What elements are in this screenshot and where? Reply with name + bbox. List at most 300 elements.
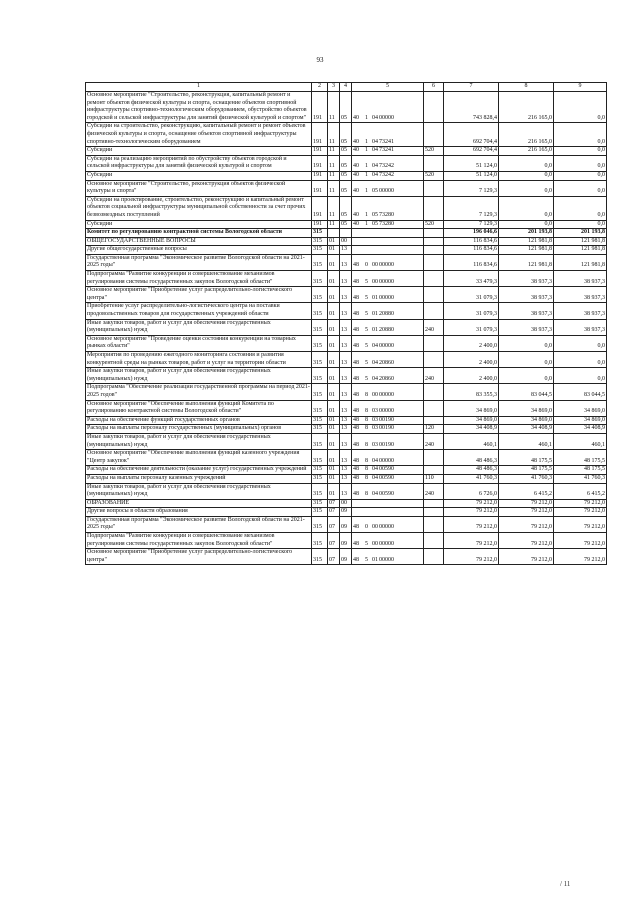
target-article-part: 5 [365, 311, 368, 318]
amount-2023-cell: 48 175,5 [554, 450, 607, 466]
table-row [86, 92, 607, 123]
row-name-cell: Расходы на обеспечение деятельности (оказание услуг) государственных учреждений [86, 466, 312, 475]
amount-2023-cell: 0,0 [554, 171, 607, 180]
target-article-part: 8 [365, 466, 368, 473]
expense-type-cell [424, 254, 444, 270]
amount-2022-cell: 6 415,2 [499, 483, 554, 499]
column-header: 3 [328, 83, 340, 92]
amount-2022-cell: 460,1 [499, 433, 554, 449]
amount-2022-cell: 48 175,5 [499, 466, 554, 475]
target-article-part: 5 [365, 278, 368, 285]
admin-code-cell: 315 [312, 474, 328, 483]
subsection-cell [340, 229, 352, 238]
target-article-cell [352, 229, 424, 238]
subsection-cell: 05 [340, 92, 352, 123]
amount-2021-cell: 7 129,3 [444, 196, 499, 220]
target-article-part: 00190 [379, 425, 394, 432]
target-article-part: 48 [353, 408, 359, 415]
amount-2023-cell: 38 937,3 [554, 271, 607, 287]
section-cell: 01 [328, 483, 340, 499]
target-article-part: 04 [372, 343, 378, 350]
amount-2023-cell: 0,0 [554, 180, 607, 196]
target-article-part: 01 [372, 327, 378, 334]
target-article-part: 04 [372, 359, 378, 366]
amount-2023-cell: 6 415,2 [554, 483, 607, 499]
section-cell: 07 [328, 549, 340, 565]
amount-2022-cell: 216 165,0 [499, 147, 554, 156]
target-article-part: 00000 [379, 408, 394, 415]
target-article-part: 48 [353, 375, 359, 382]
expense-type-cell [424, 237, 444, 246]
target-article-part: 00000 [379, 294, 394, 301]
row-name-cell: Иные закупки товаров, работ и услуг для обеспечения государственных (муниципальных) нужд [86, 433, 312, 449]
amount-2021-cell: 33 479,3 [444, 271, 499, 287]
amount-2023-cell: 79 212,0 [554, 533, 607, 549]
table-row [86, 287, 607, 303]
target-article-part: 04 [372, 466, 378, 473]
row-name-cell: Государственная программа "Экономическое развитие Вологодской области на 2021-2025 годы" [86, 254, 312, 270]
target-article-part: 1 [365, 163, 368, 170]
target-article-part: 73242 [379, 163, 394, 170]
table-row [86, 508, 607, 517]
subsection-cell: 13 [340, 450, 352, 466]
expense-type-cell [424, 533, 444, 549]
expense-type-cell [424, 499, 444, 508]
section-cell: 01 [328, 237, 340, 246]
table-row [86, 368, 607, 384]
table-row [86, 237, 607, 246]
amount-2022-cell: 79 212,0 [499, 533, 554, 549]
target-article-part: 73280 [379, 211, 394, 218]
amount-2021-cell: 79 212,0 [444, 533, 499, 549]
section-cell: 11 [328, 171, 340, 180]
expense-type-cell [424, 246, 444, 255]
admin-code-cell: 191 [312, 92, 328, 123]
amount-2023-cell: 121 981,8 [554, 254, 607, 270]
target-article-part: 00000 [379, 540, 394, 547]
target-article-part: 04 [372, 114, 378, 121]
amount-2021-cell: 7 129,3 [444, 180, 499, 196]
section-cell: 07 [328, 533, 340, 549]
target-article-part: 04 [372, 474, 378, 481]
subsection-cell: 13 [340, 416, 352, 425]
expense-type-cell [424, 92, 444, 123]
column-header: 8 [499, 83, 554, 92]
table-row [86, 466, 607, 475]
admin-code-cell: 315 [312, 335, 328, 351]
target-article-cell [352, 483, 424, 499]
amount-2023-cell: 0,0 [554, 220, 607, 229]
subsection-cell: 09 [340, 549, 352, 565]
table-row [86, 416, 607, 425]
row-name-cell: Иные закупки товаров, работ и услуг для обеспечения государственных (муниципальных) нужд [86, 483, 312, 499]
admin-code-cell: 315 [312, 466, 328, 475]
row-name-cell: Приобретение услуг распределительно-логистического центра на поставки продовольственных товаров для государственных учреждений области [86, 303, 312, 319]
expense-type-cell: 240 [424, 483, 444, 499]
amount-2022-cell: 216 165,0 [499, 92, 554, 123]
table-row [86, 433, 607, 449]
target-article-part: 8 [365, 391, 368, 398]
section-cell: 01 [328, 271, 340, 287]
table-row [86, 303, 607, 319]
section-cell: 11 [328, 180, 340, 196]
subsection-cell: 13 [340, 368, 352, 384]
row-name-cell: Основное мероприятие "Строительство, реконструкция, капитальный ремонт и ремонт объектов физической культуры и спорта, оснащение объектов спортивной инфраструктуры спортивно-технологическим оборудованием, обустройство объектов городской и сельской инфраструктуры для занятий физической культурой и спортом" [86, 92, 312, 123]
section-cell: 11 [328, 123, 340, 147]
expense-type-cell [424, 352, 444, 368]
subsection-cell: 09 [340, 516, 352, 532]
admin-code-cell: 315 [312, 287, 328, 303]
expense-type-cell: 240 [424, 319, 444, 335]
table-row [86, 155, 607, 171]
expense-type-cell [424, 196, 444, 220]
expense-type-cell [424, 180, 444, 196]
row-name-cell: Субсидии на строительство, реконструкцию, капитальный ремонт и ремонт объектов физической культуры и спорта, оснащение объектов спортивной инфраструктуры спортивно-технологическим оборудованием [86, 123, 312, 147]
row-name-cell: Субсидии [86, 171, 312, 180]
amount-2021-cell: 116 834,6 [444, 254, 499, 270]
amount-2022-cell: 121 981,8 [499, 254, 554, 270]
section-cell: 01 [328, 466, 340, 475]
amount-2021-cell: 31 079,3 [444, 319, 499, 335]
row-name-cell: Расходы на выплаты персоналу казенных учреждений [86, 474, 312, 483]
table-row [86, 196, 607, 220]
admin-code-cell: 315 [312, 352, 328, 368]
target-article-part: 8 [365, 441, 368, 448]
row-name-cell: ОБРАЗОВАНИЕ [86, 499, 312, 508]
section-cell: 01 [328, 352, 340, 368]
section-cell: 01 [328, 335, 340, 351]
target-article-part: 01 [372, 311, 378, 318]
target-article-part: 5 [365, 294, 368, 301]
target-article-cell [352, 368, 424, 384]
amount-2021-cell: 51 124,0 [444, 171, 499, 180]
amount-2023-cell: 0,0 [554, 155, 607, 171]
target-article-part: 00000 [379, 524, 394, 531]
subsection-cell: 13 [340, 319, 352, 335]
amount-2022-cell: 79 212,0 [499, 508, 554, 517]
amount-2021-cell: 48 486,3 [444, 466, 499, 475]
expense-type-cell: 520 [424, 171, 444, 180]
amount-2022-cell: 38 937,3 [499, 287, 554, 303]
admin-code-cell: 315 [312, 271, 328, 287]
target-article-part: 04 [372, 147, 378, 154]
target-article-part: 5 [365, 375, 368, 382]
admin-code-cell: 315 [312, 254, 328, 270]
target-article-part: 00000 [379, 278, 394, 285]
table-row [86, 549, 607, 565]
target-article-part: 05 [372, 188, 378, 195]
admin-code-cell: 315 [312, 508, 328, 517]
section-cell: 01 [328, 254, 340, 270]
section-cell: 11 [328, 220, 340, 229]
target-article-part: 48 [353, 262, 359, 269]
row-name-cell: Основное мероприятие "Обеспечение выполнения функций казенного учреждения "Центр закупок" [86, 450, 312, 466]
amount-2021-cell: 116 834,6 [444, 246, 499, 255]
table-row [86, 474, 607, 483]
admin-code-cell: 191 [312, 180, 328, 196]
amount-2021-cell: 79 212,0 [444, 549, 499, 565]
table-row [86, 220, 607, 229]
admin-code-cell: 315 [312, 416, 328, 425]
table-row [86, 229, 607, 238]
target-article-part: 00000 [379, 262, 394, 269]
amount-2021-cell: 34 869,0 [444, 416, 499, 425]
row-name-cell: Государственная программа "Экономическое развитие Вологодской области на 2021-2025 годы" [86, 516, 312, 532]
amount-2022-cell: 79 212,0 [499, 549, 554, 565]
section-cell: 01 [328, 450, 340, 466]
amount-2022-cell: 79 212,0 [499, 499, 554, 508]
amount-2022-cell: 34 869,0 [499, 400, 554, 416]
target-article-cell [352, 303, 424, 319]
target-article-part: 73241 [379, 147, 394, 154]
target-article-cell [352, 425, 424, 434]
column-header: 6 [424, 83, 444, 92]
admin-code-cell: 315 [312, 303, 328, 319]
expense-type-cell [424, 450, 444, 466]
section-cell: 11 [328, 196, 340, 220]
target-article-part: 1 [365, 188, 368, 195]
target-article-part: 48 [353, 391, 359, 398]
subsection-cell: 00 [340, 499, 352, 508]
section-cell: 01 [328, 246, 340, 255]
amount-2021-cell: 48 486,3 [444, 450, 499, 466]
row-name-cell: Расходы на выплаты персоналу государственных (муниципальных) органов [86, 425, 312, 434]
row-name-cell: Иные закупки товаров, работ и услуг для обеспечения государственных (муниципальных) нужд [86, 368, 312, 384]
admin-code-cell: 315 [312, 368, 328, 384]
row-name-cell: Подпрограмма "Обеспечение реализации государственной программы на период 2021-2025 годов" [86, 384, 312, 400]
subsection-cell: 13 [340, 384, 352, 400]
target-article-part: 5 [365, 540, 368, 547]
amount-2023-cell: 38 937,3 [554, 303, 607, 319]
target-article-part: 05 [372, 211, 378, 218]
admin-code-cell: 191 [312, 220, 328, 229]
target-article-part: 1 [365, 147, 368, 154]
target-article-cell [352, 335, 424, 351]
table-row [86, 123, 607, 147]
amount-2023-cell: 0,0 [554, 368, 607, 384]
expense-type-cell: 120 [424, 425, 444, 434]
subsection-cell: 13 [340, 352, 352, 368]
expense-type-cell: 240 [424, 368, 444, 384]
section-cell [328, 229, 340, 238]
table-row [86, 400, 607, 416]
target-article-cell [352, 416, 424, 425]
target-article-part: 0 [365, 262, 368, 269]
amount-2021-cell: 2 400,0 [444, 352, 499, 368]
amount-2023-cell: 38 937,3 [554, 319, 607, 335]
page-number: 93 [316, 56, 324, 64]
subsection-cell: 05 [340, 147, 352, 156]
table-row [86, 335, 607, 351]
target-article-cell [352, 196, 424, 220]
amount-2021-cell: 41 760,3 [444, 474, 499, 483]
target-article-part: 04 [372, 375, 378, 382]
amount-2021-cell: 7 129,3 [444, 220, 499, 229]
admin-code-cell: 315 [312, 400, 328, 416]
amount-2023-cell: 34 869,0 [554, 400, 607, 416]
target-article-cell [352, 516, 424, 532]
target-article-part: 20880 [379, 311, 394, 318]
amount-2021-cell: 460,1 [444, 433, 499, 449]
admin-code-cell: 315 [312, 229, 328, 238]
row-name-cell: Комитет по регулированию контрактной системы Вологодской области [86, 229, 312, 238]
column-header: 2 [312, 83, 328, 92]
target-article-part: 48 [353, 441, 359, 448]
target-article-part: 1 [365, 211, 368, 218]
expense-type-cell [424, 508, 444, 517]
amount-2022-cell: 38 937,3 [499, 271, 554, 287]
target-article-part: 00 [372, 524, 378, 531]
target-article-part: 00000 [379, 556, 394, 563]
table-body [86, 92, 607, 565]
target-article-part: 03 [372, 408, 378, 415]
table-header-row [86, 83, 607, 92]
section-cell: 11 [328, 147, 340, 156]
target-article-cell [352, 450, 424, 466]
admin-code-cell: 315 [312, 499, 328, 508]
target-article-cell [352, 533, 424, 549]
target-article-part: 5 [365, 327, 368, 334]
table-row [86, 180, 607, 196]
amount-2023-cell: 0,0 [554, 92, 607, 123]
target-article-part: 00590 [379, 491, 394, 498]
subsection-cell: 05 [340, 220, 352, 229]
target-article-part: 48 [353, 278, 359, 285]
target-article-part: 00 [372, 391, 378, 398]
target-article-part: 00000 [379, 457, 394, 464]
target-article-part: 04 [372, 138, 378, 145]
target-article-part: 03 [372, 425, 378, 432]
target-article-part: 04 [372, 457, 378, 464]
target-article-cell [352, 254, 424, 270]
target-article-part: 48 [353, 343, 359, 350]
target-article-cell [352, 508, 424, 517]
row-name-cell: Основное мероприятие "Проведение оценки состояния конкуренции на товарных рынках области" [86, 335, 312, 351]
target-article-part: 04 [372, 491, 378, 498]
amount-2021-cell: 196 046,6 [444, 229, 499, 238]
expense-type-cell [424, 229, 444, 238]
target-article-cell [352, 384, 424, 400]
admin-code-cell: 315 [312, 319, 328, 335]
expense-type-cell [424, 549, 444, 565]
amount-2021-cell: 2 400,0 [444, 368, 499, 384]
section-cell: 01 [328, 425, 340, 434]
target-article-part: 20860 [379, 359, 394, 366]
amount-2023-cell: 0,0 [554, 335, 607, 351]
amount-2021-cell: 116 834,6 [444, 237, 499, 246]
target-article-cell [352, 271, 424, 287]
target-article-part: 48 [353, 425, 359, 432]
target-article-cell [352, 352, 424, 368]
row-name-cell: Основное мероприятие "Приобретение услуг распределительно-логистического центра" [86, 549, 312, 565]
admin-code-cell: 315 [312, 516, 328, 532]
amount-2022-cell: 41 760,3 [499, 474, 554, 483]
row-name-cell: Подпрограмма "Развитие конкуренции и совершенствование механизмов регулирования системы государственных закупок Вологодской области" [86, 271, 312, 287]
subsection-cell: 13 [340, 466, 352, 475]
target-article-part: 1 [365, 220, 368, 227]
target-article-part: 8 [365, 425, 368, 432]
amount-2022-cell: 0,0 [499, 352, 554, 368]
subsection-cell: 05 [340, 123, 352, 147]
table-row [86, 254, 607, 270]
table-row [86, 516, 607, 532]
amount-2022-cell: 38 937,3 [499, 319, 554, 335]
target-article-part: 00590 [379, 466, 394, 473]
subsection-cell: 09 [340, 533, 352, 549]
subsection-cell: 13 [340, 287, 352, 303]
subsection-cell: 13 [340, 433, 352, 449]
target-article-part: 00590 [379, 474, 394, 481]
amount-2021-cell: 692 704,4 [444, 123, 499, 147]
row-name-cell: Субсидии [86, 220, 312, 229]
target-article-cell [352, 499, 424, 508]
amount-2022-cell: 34 869,0 [499, 416, 554, 425]
target-article-part: 8 [365, 491, 368, 498]
target-article-part: 00 [372, 278, 378, 285]
admin-code-cell: 315 [312, 533, 328, 549]
column-header: 1 [86, 83, 312, 92]
row-name-cell: Основное мероприятие "Строительство, реконструкция объектов физической культуры и спорта" [86, 180, 312, 196]
target-article-part: 8 [365, 474, 368, 481]
row-name-cell: Субсидии [86, 147, 312, 156]
target-article-part: 40 [353, 114, 359, 121]
amount-2022-cell: 0,0 [499, 220, 554, 229]
target-article-part: 20880 [379, 327, 394, 334]
amount-2021-cell: 6 726,0 [444, 483, 499, 499]
amount-2022-cell: 83 044,5 [499, 384, 554, 400]
table-row [86, 384, 607, 400]
subsection-cell: 13 [340, 271, 352, 287]
table-row [86, 271, 607, 287]
target-article-part: 48 [353, 524, 359, 531]
target-article-cell [352, 549, 424, 565]
target-article-part: 40 [353, 147, 359, 154]
expense-type-cell: 110 [424, 474, 444, 483]
subsection-cell: 13 [340, 400, 352, 416]
table-row [86, 319, 607, 335]
table-row [86, 483, 607, 499]
target-article-cell [352, 123, 424, 147]
amount-2021-cell: 31 079,3 [444, 287, 499, 303]
amount-2021-cell: 79 212,0 [444, 499, 499, 508]
table-row [86, 450, 607, 466]
admin-code-cell: 191 [312, 155, 328, 171]
expense-type-cell [424, 155, 444, 171]
target-article-cell [352, 246, 424, 255]
target-article-part: 04 [372, 171, 378, 178]
row-name-cell: Основное мероприятие "Приобретение услуг распределительно-логистического центра" [86, 287, 312, 303]
amount-2023-cell: 460,1 [554, 433, 607, 449]
target-article-cell [352, 400, 424, 416]
subsection-cell: 13 [340, 425, 352, 434]
amount-2021-cell: 692 704,4 [444, 147, 499, 156]
amount-2022-cell: 0,0 [499, 171, 554, 180]
target-article-part: 1 [365, 171, 368, 178]
subsection-cell: 05 [340, 171, 352, 180]
expense-type-cell [424, 516, 444, 532]
target-article-part: 1 [365, 138, 368, 145]
expense-type-cell [424, 287, 444, 303]
target-article-part: 48 [353, 491, 359, 498]
subsection-cell: 13 [340, 474, 352, 483]
admin-code-cell: 315 [312, 483, 328, 499]
amount-2023-cell: 34 408,9 [554, 425, 607, 434]
target-article-part: 5 [365, 556, 368, 563]
section-cell: 01 [328, 303, 340, 319]
expense-type-cell [424, 466, 444, 475]
amount-2023-cell: 79 212,0 [554, 499, 607, 508]
amount-2022-cell: 216 165,0 [499, 123, 554, 147]
